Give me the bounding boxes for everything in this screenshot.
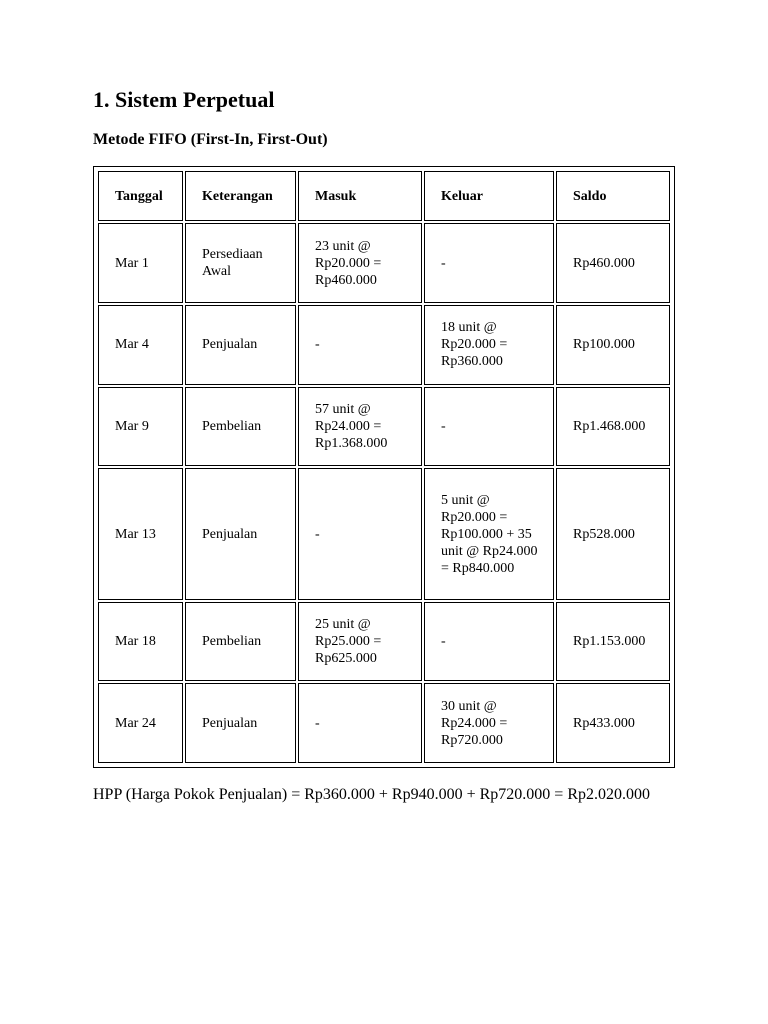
cell-tanggal: Mar 24 (98, 683, 183, 763)
header-masuk: Masuk (298, 171, 422, 221)
cell-tanggal: Mar 9 (98, 387, 183, 467)
header-keterangan: Keterangan (185, 171, 296, 221)
cell-keterangan: Penjualan (185, 305, 296, 385)
table-row (98, 223, 670, 303)
cell-saldo: Rp1.468.000 (556, 387, 670, 467)
table-row (98, 387, 670, 467)
fifo-table-frame (93, 166, 675, 768)
cell-keterangan: Penjualan (185, 468, 296, 599)
cell-keluar: 5 unit @ Rp20.000 = Rp100.000 + 35 unit @ Rp24.000 = Rp840.000 (424, 468, 554, 599)
table-row (98, 602, 670, 682)
cell-keluar: 18 unit @ Rp20.000 = Rp360.000 (424, 305, 554, 385)
cell-keluar: - (424, 223, 554, 303)
cell-keluar: 30 unit @ Rp24.000 = Rp720.000 (424, 683, 554, 763)
cell-saldo: Rp528.000 (556, 468, 670, 599)
header-saldo: Saldo (556, 171, 670, 221)
cell-masuk: 25 unit @ Rp25.000 = Rp625.000 (298, 602, 422, 682)
cell-masuk: - (298, 468, 422, 599)
table-header-row (98, 171, 670, 221)
cell-tanggal: Mar 4 (98, 305, 183, 385)
hpp-summary-text: HPP (Harga Pokok Penjualan) = Rp360.000 + Rp940.000 + Rp720.000 = Rp2.020.000 (93, 786, 650, 803)
cell-saldo: Rp433.000 (556, 683, 670, 763)
cell-tanggal: Mar 13 (98, 468, 183, 599)
table-row (98, 468, 670, 599)
cell-masuk: 23 unit @ Rp20.000 = Rp460.000 (298, 223, 422, 303)
cell-saldo: Rp460.000 (556, 223, 670, 303)
cell-keterangan: Persediaan Awal (185, 223, 296, 303)
header-keluar: Keluar (424, 171, 554, 221)
cell-keterangan: Pembelian (185, 387, 296, 467)
header-tanggal: Tanggal (98, 171, 183, 221)
cell-masuk: - (298, 683, 422, 763)
page-heading: 1. Sistem Perpetual (93, 87, 275, 112)
cell-keterangan: Penjualan (185, 683, 296, 763)
section-subheading: Metode FIFO (First-In, First-Out) (93, 131, 328, 148)
cell-keluar: - (424, 387, 554, 467)
cell-masuk: - (298, 305, 422, 385)
cell-tanggal: Mar 18 (98, 602, 183, 682)
cell-saldo: Rp100.000 (556, 305, 670, 385)
table-row (98, 305, 670, 385)
cell-keluar: - (424, 602, 554, 682)
table-row (98, 683, 670, 763)
fifo-table (96, 169, 672, 765)
cell-keterangan: Pembelian (185, 602, 296, 682)
cell-tanggal: Mar 1 (98, 223, 183, 303)
cell-saldo: Rp1.153.000 (556, 602, 670, 682)
cell-masuk: 57 unit @ Rp24.000 = Rp1.368.000 (298, 387, 422, 467)
